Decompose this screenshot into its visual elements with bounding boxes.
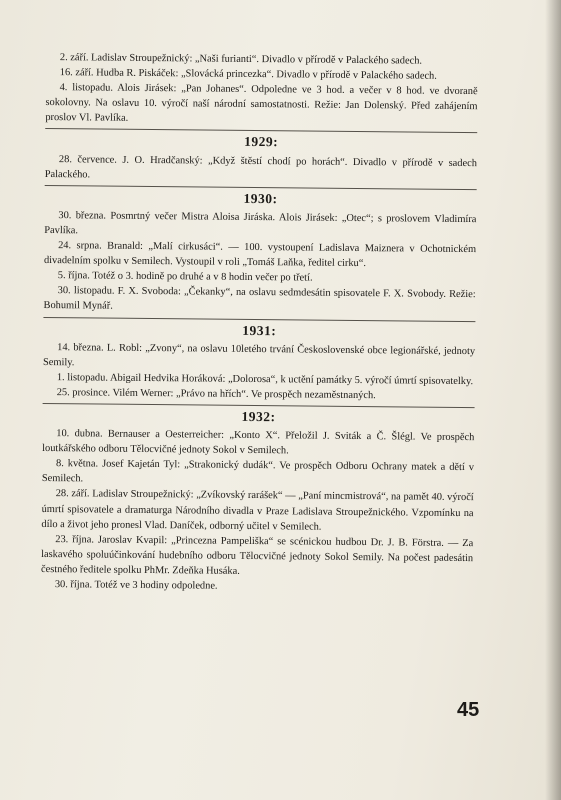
entry: 28. července. J. O. Hradčanský: „Když štěstí chodí po horách“. Divadlo v přírodě v sadech Palackého. [44,153,477,181]
entry: 2. září. Ladislav Stroupežnický: „Naši furianti“. Divadlo v přírodě v Palackého sadech. [59,52,423,67]
entry: 10. dubna. Bernauser a Oesterreicher: „Konto X“. Přeložil J. Sviták a Č. Šlégl. Ve prospěch loutkářského odboru Tělocvičné jednoty Sokol v Semilech. [42,428,475,457]
year-heading: 1931: [242,322,277,338]
year-heading: 1932: [241,408,276,425]
year-heading: 1929: [244,134,279,150]
section-1928-continued [45,50,478,130]
section-1932 [41,407,475,596]
chronicle-text [41,50,478,596]
entry: 30. listopadu. F. X. Svoboda: „Čekanky“, na oslavu sedmdesátin spisovatele F. X. Svobody. Režie: Bohumil Mynář. [43,285,476,313]
entry: 5. října. Totéž o 3. hodině po druhé a v 8 hodin večer po třetí. [57,270,313,284]
entry: 25. prosince. Vilém Werner: „Právo na hřích“. Ve prospěch nezaměstnaných. [56,386,376,402]
section-1931 [43,320,476,404]
entry: 4. listopadu. Alois Jirásek: „Pan Johanes“. Odpoledne ve 3 hod. a večer v 8 hod. ve dvoraně sokolovny. Na oslavu 10. výročí naší národní samostatnosti. Režie: Jan Dolenský. Před zahájením proslov Vl. Pavlíka. [45,82,478,125]
entry: 30. října. Totéž ve 3 hodiny odpoledne. [54,579,218,592]
entry: 30. března. Posmrtný večer Mistra Aloisa Jiráska. Alois Jirásek: „Otec“; s proslovem Vladimíra Pavlíka. [44,209,477,237]
entry: 24. srpna. Branald: „Malí cirkusáci“. — 100. vystoupení Ladislava Maiznera v Ochotnickém divadelním spolku v Semilech. Vystoupil v roli „Tomáš Laňka, ředitel cirku“. [43,240,477,270]
section-1930 [43,189,476,318]
page-edge-shadow [545,0,561,800]
entry: 1. listopadu. Abigail Hedvika Horáková: „Dolorosa“, k uctění památky 5. výročí úmrtí spisovatelky. [56,371,474,387]
page-number: 45 [457,699,480,721]
entry: 23. října. Jaroslav Kvapil: „Princezna Pampeliška“ se scénickou hudbou Dr. J. B. Förstra. — Za laskavého spoluúčinkování hudebního odboru Tělocvičné jednoty Sokol Semily. Na počest padesátin čestného ředitele spolku PhMr. Zdeňka Husáka. [40,533,474,577]
section-1929 [45,132,477,185]
entry: 16. září. Hudba R. Piskáček: „Slovácká princezka“. Divadlo v přírodě v Palackého sadech. [59,67,437,82]
year-heading: 1930: [243,190,278,206]
entry: 8. května. Josef Kajetán Tyl: „Strakonický dudák“. Ve prospěch Odboru Ochrany matek a dětí v Semilech. [41,458,475,485]
entry: 28. září. Ladislav Stroupežnický: „Zvíkovský rarášek“ — „Paní mincmistrová“, na pamět 40. výročí úmrtí spisovatele a dramaturga Národního divadla v Praze Ladislava Stroupežnického. Vzpomínku na dílo a život jeho pronesl Vlad. Daníček, odborný učitel v Semilech. [41,488,474,533]
entry: 14. března. L. Robl: „Zvony“, na oslavu 10letého trvání Československé obce legionářské, jednoty Semily. [42,341,476,368]
